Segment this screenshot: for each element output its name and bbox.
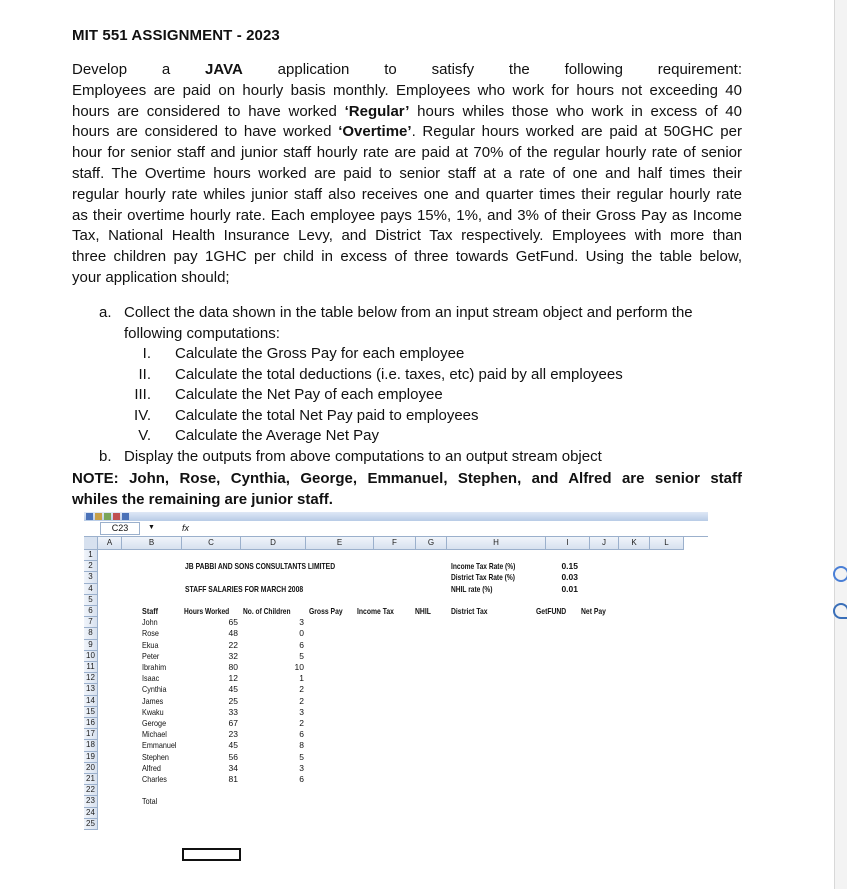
children-count: 2: [299, 695, 304, 706]
formula-bar: [84, 521, 708, 537]
hours-worked: 22: [228, 639, 238, 650]
children-count: 10: [294, 662, 304, 672]
children-count: 3: [299, 762, 304, 773]
header-district-tax: District Tax: [451, 606, 488, 616]
roman-numeral: I.: [142, 345, 151, 362]
staff-name: Geroge: [142, 718, 167, 728]
rate-value: 0.03: [561, 572, 578, 583]
staff-name: Charles: [142, 774, 167, 784]
children-count: 3: [299, 706, 304, 717]
row-header-1[interactable]: 1: [84, 550, 98, 561]
print-icon: [113, 513, 120, 520]
hours-worked: 32: [228, 650, 238, 661]
task-b-marker: b.: [99, 448, 112, 465]
row-header-21[interactable]: 21: [84, 774, 98, 785]
row-header-16[interactable]: 16: [84, 718, 98, 729]
column-header-b[interactable]: B: [122, 537, 182, 550]
header-net-pay: Net Pay: [581, 606, 606, 616]
row-header-8[interactable]: 8: [84, 628, 98, 639]
column-header-k[interactable]: K: [619, 537, 650, 550]
children-count: 6: [299, 774, 304, 784]
computation-item: Calculate the Average Net Pay: [175, 427, 380, 445]
row-header-4[interactable]: 4: [84, 584, 98, 595]
name-box-dropdown-icon[interactable]: ▼: [148, 524, 155, 531]
row-header-2[interactable]: 2: [84, 561, 98, 572]
column-header-e[interactable]: E: [306, 537, 374, 550]
children-count: 2: [299, 718, 304, 728]
intro-line: as their overtime hourly rate. Each employee pays 15%, 1%, and 3% of their Gross Pay as Income: [72, 206, 742, 224]
intro-line: Tax, National Health Insurance Levy, and District Tax respectively. Employees with more than: [72, 227, 742, 245]
task-a-marker: a.: [99, 304, 112, 321]
column-header-f[interactable]: F: [374, 537, 416, 550]
note-block: [72, 469, 742, 511]
note-line: NOTE: John, Rose, Cynthia, George, Emmanuel, Stephen, and Alfred are senior staff: [72, 470, 742, 487]
rate-value: 0.01: [561, 583, 578, 594]
company-name: JB PABBI AND SONS CONSULTANTS LIMITED: [185, 561, 336, 572]
hours-worked: 23: [228, 729, 238, 740]
children-count: 8: [299, 740, 304, 751]
name-box[interactable]: C23: [100, 522, 140, 535]
note-line: whiles the remaining are junior staff.: [72, 490, 333, 508]
row-header-7[interactable]: 7: [84, 617, 98, 628]
roman-numeral: II.: [138, 365, 151, 383]
select-all-corner[interactable]: [84, 537, 98, 550]
children-count: 2: [299, 684, 304, 695]
task-a-line2: following computations:: [124, 324, 280, 342]
row-header-17[interactable]: 17: [84, 729, 98, 740]
intro-line: staff. The Overtime hours worked are paid to senior staff at a rate of one and half times their: [72, 164, 742, 182]
computation-item: Calculate the Net Pay of each employee: [175, 386, 443, 404]
column-header-h[interactable]: H: [447, 537, 546, 550]
children-count: 6: [299, 639, 304, 650]
header-gross-pay: Gross Pay: [309, 606, 343, 616]
hours-worked: 80: [228, 662, 238, 672]
computation-item: Calculate the Gross Pay for each employee: [175, 345, 465, 362]
row-header-9[interactable]: 9: [84, 640, 98, 651]
intro-line: hours are considered to have worked ‘Overtime’. Regular hours worked are paid at 50GHC per: [72, 123, 742, 141]
staff-name: James: [142, 695, 164, 706]
roman-numeral: IV.: [134, 406, 151, 424]
header-getfund: GetFUND: [536, 606, 567, 616]
staff-name: Alfred: [142, 762, 161, 773]
children-count: 5: [299, 751, 304, 762]
period-title: STAFF SALARIES FOR MARCH 2008: [185, 583, 304, 594]
hours-worked: 45: [228, 684, 238, 695]
rate-label: District Tax Rate (%): [451, 572, 515, 583]
children-count: 1: [299, 673, 304, 684]
row-header-22[interactable]: 22: [84, 785, 98, 796]
staff-name: Emmanuel: [142, 740, 177, 751]
children-count: 5: [299, 650, 304, 661]
hours-worked: 34: [228, 762, 238, 773]
rate-label: NHIL rate (%): [451, 583, 493, 594]
hours-worked: 81: [228, 774, 238, 784]
comment-icon[interactable]: [833, 566, 847, 582]
intro-line: hour for senior staff and junior staff hourly rate are paid at 70% of the regular hourly rate of senior: [72, 144, 742, 162]
staff-name: Michael: [142, 729, 167, 740]
staff-name: Stephen: [142, 751, 169, 762]
staff-name: Ibrahim: [142, 662, 167, 672]
header-children: No. of Children: [243, 606, 291, 616]
total-label: Total: [142, 796, 158, 807]
rate-value: 0.15: [561, 561, 578, 572]
intro-line: hours are considered to have worked ‘Regular’ hours whiles those who work in excess of 40: [72, 102, 742, 120]
staff-name: Rose: [142, 628, 159, 639]
excel-toolbar: [84, 512, 708, 521]
hours-worked: 45: [228, 740, 238, 751]
children-count: 3: [299, 617, 304, 628]
row-header-19[interactable]: 19: [84, 752, 98, 763]
header-staff: Staff: [142, 606, 159, 616]
header-hours: Hours Worked: [184, 606, 230, 616]
hours-worked: 12: [228, 673, 238, 684]
staff-name: Ekua: [142, 639, 159, 650]
hours-worked: 67: [228, 718, 238, 728]
share-icon[interactable]: [833, 603, 847, 619]
computation-item: Calculate the total Net Pay paid to employees: [175, 406, 479, 424]
children-count: 6: [299, 729, 304, 740]
row-header-14[interactable]: 14: [84, 696, 98, 707]
assignment-title: MIT 551 ASSIGNMENT - 2023: [72, 27, 280, 44]
rate-label: Income Tax Rate (%): [451, 561, 516, 572]
row-header-23[interactable]: 23: [84, 796, 98, 807]
column-header-g[interactable]: G: [416, 537, 447, 550]
spreadsheet-screenshot: [84, 512, 708, 889]
row-header-5[interactable]: 5: [84, 595, 98, 606]
row-header-20[interactable]: 20: [84, 763, 98, 774]
staff-name: Kwaku: [142, 706, 164, 717]
preview-icon: [122, 513, 129, 520]
header-income-tax: Income Tax: [357, 606, 394, 616]
task-b-text: Display the outputs from above computations to an output stream object: [124, 448, 602, 465]
children-count: 0: [299, 628, 304, 639]
hours-worked: 56: [228, 751, 238, 762]
hours-worked: 65: [228, 617, 238, 628]
row-header-6[interactable]: 6: [84, 606, 98, 617]
row-header-10[interactable]: 10: [84, 651, 98, 662]
hours-worked: 33: [228, 706, 238, 717]
roman-numeral: III.: [134, 386, 151, 404]
roman-numeral: V.: [138, 427, 151, 445]
staff-name: John: [142, 617, 158, 628]
row-header-3[interactable]: 3: [84, 572, 98, 583]
row-header-18[interactable]: 18: [84, 740, 98, 751]
row-header-25[interactable]: 25: [84, 819, 98, 830]
column-header-j[interactable]: J: [590, 537, 619, 550]
staff-name: Isaac: [142, 673, 160, 684]
function-icon[interactable]: fx: [182, 523, 190, 533]
hours-worked: 48: [228, 628, 238, 639]
intro-line: Employees are paid on hourly basis monthly. Employees who work for hours not exceeding 40: [72, 81, 742, 99]
column-header-i[interactable]: I: [546, 537, 590, 550]
staff-name: Cynthia: [142, 684, 167, 695]
save-icon: [86, 513, 93, 520]
side-panel: [835, 0, 847, 889]
intro-paragraph: [72, 60, 742, 289]
hours-worked: 25: [228, 695, 238, 706]
redo-icon: [104, 513, 111, 520]
column-header-d[interactable]: D: [241, 537, 306, 550]
row-header-13[interactable]: 13: [84, 684, 98, 695]
computation-item: Calculate the total deductions (i.e. taxes, etc) paid by all employees: [175, 365, 623, 383]
staff-name: Peter: [142, 650, 160, 661]
column-header-l[interactable]: L: [650, 537, 684, 550]
row-header-12[interactable]: 12: [84, 673, 98, 684]
column-header-c[interactable]: C: [182, 537, 241, 550]
intro-line: regular hourly rate whiles junior staff also receives one and quarter times their regular hourly rate: [72, 185, 742, 203]
task-a-line1: Collect the data shown in the table below from an input stream object and perform the: [124, 304, 693, 321]
header-nhil: NHIL: [415, 606, 431, 616]
intro-line: Develop a JAVA application to satisfy the following requirement:: [72, 61, 742, 78]
intro-line: three children pay 1GHC per child in excess of three towards GetFund. Using the table below,: [72, 248, 742, 266]
intro-line: your application should;: [72, 268, 230, 286]
column-header-a[interactable]: A: [98, 537, 122, 550]
row-header-24[interactable]: 24: [84, 808, 98, 819]
selected-cell-c23[interactable]: [182, 848, 241, 861]
row-header-15[interactable]: 15: [84, 707, 98, 718]
row-header-11[interactable]: 11: [84, 662, 98, 673]
undo-icon: [95, 513, 102, 520]
